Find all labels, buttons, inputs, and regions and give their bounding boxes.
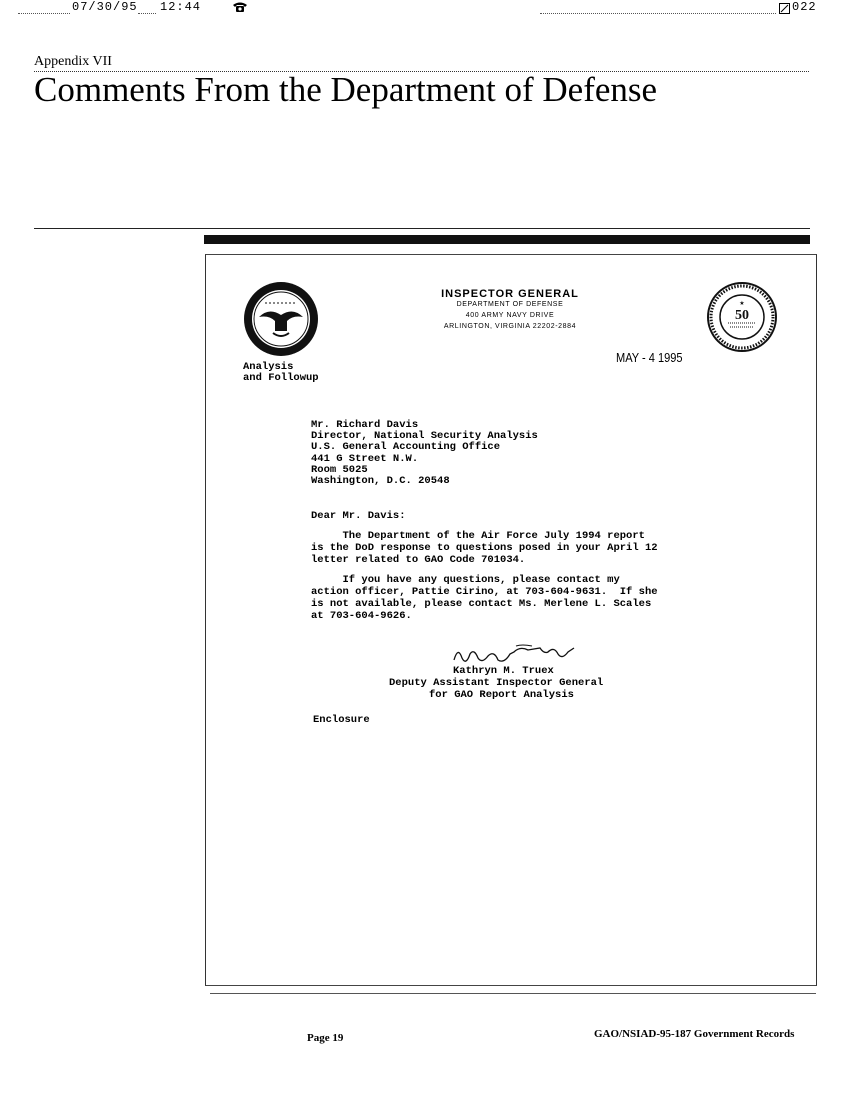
fax-dots [18,13,70,14]
fax-page-icon [779,1,790,19]
letterhead-city: ARLINGTON, VIRGINIA 22202-2884 [443,323,577,330]
recipient-line: Washington, D.C. 20548 [311,475,450,487]
recipient-line: Room 5025 [311,464,368,476]
recipient-line: Director, National Security Analysis [311,430,538,442]
section-rule [34,228,810,229]
paragraph-line: If you have any questions, please contact my [311,574,620,586]
letter-bottom-rule [210,993,816,994]
phone-icon [232,0,248,18]
page-title: Comments From the Department of Defense [34,70,658,109]
fax-dots [540,13,776,14]
office-line-2: and Followup [243,372,319,384]
signer-title: Deputy Assistant Inspector General [389,677,604,689]
paragraph-line: letter related to GAO Code 701034. [311,554,526,566]
office-line-1: Analysis [243,361,294,373]
salutation: Dear Mr. Davis: [311,510,406,522]
paragraph-line: is the DoD response to questions posed in your April 12 [311,542,658,554]
fax-time: 12:44 [160,0,202,14]
svg-text:★: ★ [739,300,745,307]
recipient-line: U.S. General Accounting Office [311,441,501,453]
letterhead-street: 400 ARMY NAVY DRIVE [465,312,555,319]
enclosure-note: Enclosure [313,714,370,726]
anniversary-seal [706,281,778,358]
report-reference: GAO/NSIAD-95-187 Government Records [594,1028,795,1040]
paragraph-line: action officer, Pattie Cirino, at 703-604-9631. If she [311,586,658,598]
paragraph-line: is not available, please contact Ms. Merlene L. Scales [311,598,652,610]
recipient-line: Mr. Richard Davis [311,419,419,431]
fax-date: 07/30/95 [72,0,138,14]
fax-page-number: 022 [792,0,817,14]
anniversary-number: 50 [735,308,749,323]
paragraph-line: The Department of the Air Force July 1994 report [311,530,645,542]
recipient-line: 441 G Street N.W. [311,453,419,465]
letter-top-bar [204,235,810,244]
signer-title: for GAO Report Analysis [429,689,574,701]
letter-frame [205,254,817,986]
page-number: Page 19 [307,1032,344,1044]
letterhead-department: DEPARTMENT OF DEFENSE [456,301,564,308]
appendix-label: Appendix VII [34,54,112,69]
letterhead-title: INSPECTOR GENERAL [441,288,579,300]
signer-name: Kathryn M. Truex [453,665,554,677]
letter-date: MAY - 4 1995 [616,350,683,365]
paragraph-line: at 703-604-9626. [311,610,412,622]
dod-seal-icon [243,281,319,362]
fax-dots [138,13,156,14]
